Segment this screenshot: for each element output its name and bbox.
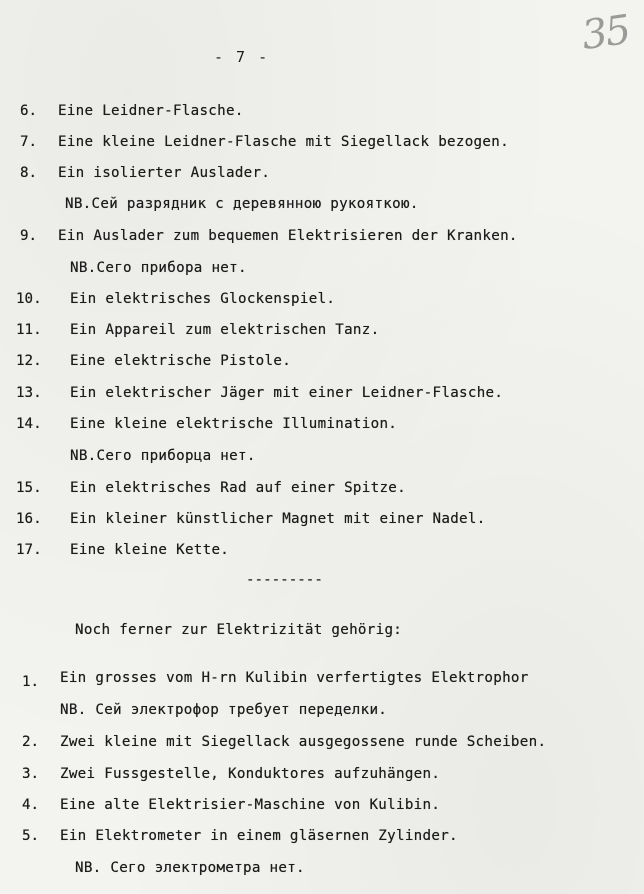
list-item: Eine kleine Kette. <box>70 542 230 558</box>
list-item-number: 15. <box>16 480 42 496</box>
nb-note: NB.Сей разрядник с деревянною рукояткою. <box>65 196 419 212</box>
list-item: Zwei Fussgestelle, Konduktores aufzuhängen. <box>60 766 441 782</box>
list-item: Ein Elektrometer in einem gläsernen Zylinder. <box>60 828 458 844</box>
list-item: Ein Appareil zum elektrischen Tanz. <box>70 322 380 338</box>
list-item-number: 13. <box>16 385 42 401</box>
section-divider: --------- <box>246 572 323 588</box>
list-item-number: 7. <box>20 134 38 150</box>
list-item: Ein kleiner künstlicher Magnet mit einer Nadel. <box>70 511 486 527</box>
list-item-number: 10. <box>16 291 42 307</box>
nb-note: NB. Сего электрометра нет. <box>75 860 305 876</box>
page-number: - 7 - <box>214 48 270 66</box>
list-item-number: 1. <box>22 674 40 690</box>
list-item: Ein elektrisches Glockenspiel. <box>70 291 336 307</box>
list-item: Ein grosses vom H-rn Kulibin verfertigtes Elektrophor <box>60 670 529 686</box>
list-item: Eine Leidner-Flasche. <box>58 103 244 119</box>
list-item-number: 14. <box>16 416 42 432</box>
list-item-number: 4. <box>22 797 40 813</box>
list-item: Eine kleine elektrische Illumination. <box>70 416 398 432</box>
list-item-number: 3. <box>22 766 40 782</box>
list-item-number: 11. <box>16 322 42 338</box>
list-item-number: 6. <box>20 103 38 119</box>
list-item-number: 17. <box>16 542 42 558</box>
list-item-number: 8. <box>20 165 38 181</box>
nb-note: NB. Сей электрофор требует переделки. <box>60 702 388 718</box>
nb-note: NB.Сего прибора нет. <box>70 260 247 276</box>
list-item: Eine kleine Leidner-Flasche mit Siegellack bezogen. <box>58 134 509 150</box>
nb-note: NB.Сего приборца нет. <box>70 448 256 464</box>
list-item: Ein Auslader zum bequemen Elektrisieren der Kranken. <box>58 228 518 244</box>
list-item: Eine alte Elektrisier-Maschine von Kulibin. <box>60 797 441 813</box>
list-item: Eine elektrische Pistole. <box>70 353 292 369</box>
folio-number: 35 <box>579 6 632 60</box>
list-item-number: 5. <box>22 828 40 844</box>
list-item-number: 9. <box>20 228 38 244</box>
list-item: Zwei kleine mit Siegellack ausgegossene runde Scheiben. <box>60 734 547 750</box>
list-item: Ein elektrisches Rad auf einer Spitze. <box>70 480 406 496</box>
list-item-number: 12. <box>16 353 42 369</box>
list-item-number: 16. <box>16 511 42 527</box>
list-item: Ein isolierter Auslader. <box>58 165 271 181</box>
list-item: Ein elektrischer Jäger mit einer Leidner-Flasche. <box>70 385 504 401</box>
list-item-number: 2. <box>22 734 40 750</box>
section-heading: Noch ferner zur Elektrizität gehörig: <box>75 622 403 638</box>
